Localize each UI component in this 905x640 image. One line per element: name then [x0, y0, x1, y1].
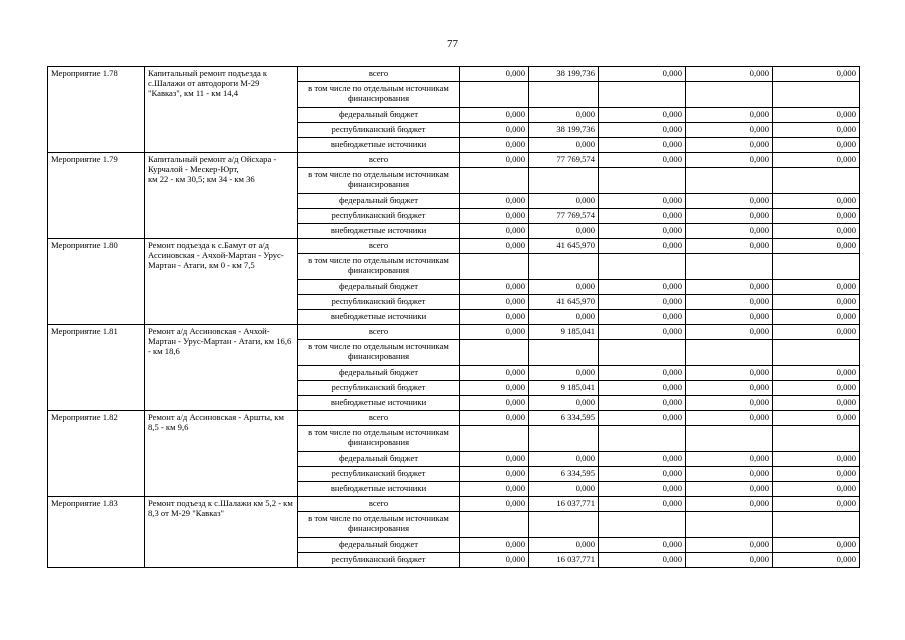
amount-cell: 0,000	[460, 553, 529, 568]
amount-cell: 0,000	[599, 325, 686, 340]
event-name-cell: Ремонт подъезд к с.Шалажи км 5,2 - км 8,3 от М-29 "Кавказ"	[145, 497, 298, 568]
event-name-cell: Капитальный ремонт а/д Ойсхара - Курчалой - Мескер-Юрт, км 22 - км 30,5; км 34 - км 36	[145, 153, 298, 239]
amount-cell: 0,000	[599, 381, 686, 396]
funding-source-cell: республиканский бюджет	[298, 467, 460, 482]
funding-source-cell: федеральный бюджет	[298, 108, 460, 123]
amount-cell: 0,000	[529, 194, 599, 209]
event-name-cell: Ремонт а/д Ассиновская - Ачхой-Мартан - Урус-Мартан - Атаги, км 16,6 - км 18,6	[145, 325, 298, 411]
amount-cell: 0,000	[460, 153, 529, 168]
amount-cell: 0,000	[529, 538, 599, 553]
amount-cell: 0,000	[460, 310, 529, 325]
funding-source-cell: в том числе по отдельным источникам финансирования	[298, 254, 460, 280]
amount-cell: 41 645,970	[529, 295, 599, 310]
amount-cell: 0,000	[773, 396, 860, 411]
amount-cell: 0,000	[599, 67, 686, 82]
amount-cell: 0,000	[460, 280, 529, 295]
amount-cell	[773, 254, 860, 280]
amount-cell	[460, 340, 529, 366]
amount-cell	[599, 426, 686, 452]
event-name-cell: Ремонт подъезда к с.Бамут от а/д Ассиновская - Ачхой-Мартан - Урус-Мартан - Атаги, км 0 - км 7,5	[145, 239, 298, 325]
amount-cell: 0,000	[460, 482, 529, 497]
amount-cell	[529, 340, 599, 366]
funding-source-cell: федеральный бюджет	[298, 280, 460, 295]
amount-cell	[773, 82, 860, 108]
amount-cell: 0,000	[599, 295, 686, 310]
amount-cell	[599, 82, 686, 108]
amount-cell: 77 769,574	[529, 153, 599, 168]
amount-cell: 0,000	[599, 239, 686, 254]
table-row	[48, 497, 860, 512]
amount-cell: 6 334,595	[529, 411, 599, 426]
amount-cell: 0,000	[529, 396, 599, 411]
amount-cell: 41 645,970	[529, 239, 599, 254]
amount-cell: 0,000	[599, 482, 686, 497]
budget-table	[47, 66, 860, 568]
amount-cell: 0,000	[599, 280, 686, 295]
event-name-cell: Капитальный ремонт подъезда к с.Шалажи от автодороги М-29 "Кавказ", км 11 - км 14,4	[145, 67, 298, 153]
amount-cell: 0,000	[773, 553, 860, 568]
amount-cell: 0,000	[529, 108, 599, 123]
amount-cell: 0,000	[686, 280, 773, 295]
amount-cell	[460, 426, 529, 452]
table-row	[48, 153, 860, 168]
amount-cell: 0,000	[460, 138, 529, 153]
funding-source-cell: федеральный бюджет	[298, 194, 460, 209]
amount-cell: 0,000	[460, 366, 529, 381]
amount-cell: 0,000	[460, 295, 529, 310]
amount-cell: 16 037,771	[529, 497, 599, 512]
amount-cell: 0,000	[599, 224, 686, 239]
amount-cell: 0,000	[686, 153, 773, 168]
amount-cell	[686, 426, 773, 452]
event-code-cell: Мероприятие 1.81	[48, 325, 145, 411]
amount-cell: 0,000	[460, 467, 529, 482]
event-code-cell: Мероприятие 1.82	[48, 411, 145, 497]
amount-cell: 0,000	[686, 366, 773, 381]
amount-cell	[529, 254, 599, 280]
amount-cell: 0,000	[460, 108, 529, 123]
amount-cell: 0,000	[529, 452, 599, 467]
amount-cell: 0,000	[686, 123, 773, 138]
amount-cell: 0,000	[599, 411, 686, 426]
amount-cell	[773, 512, 860, 538]
amount-cell: 0,000	[599, 553, 686, 568]
amount-cell	[529, 82, 599, 108]
amount-cell: 0,000	[686, 396, 773, 411]
funding-source-cell: всего	[298, 239, 460, 254]
amount-cell: 0,000	[686, 138, 773, 153]
amount-cell: 0,000	[529, 482, 599, 497]
amount-cell	[686, 340, 773, 366]
budget-table-body	[48, 67, 860, 568]
funding-source-cell: всего	[298, 153, 460, 168]
amount-cell: 38 199,736	[529, 67, 599, 82]
amount-cell: 0,000	[686, 108, 773, 123]
amount-cell: 0,000	[529, 138, 599, 153]
amount-cell: 0,000	[686, 497, 773, 512]
funding-source-cell: внебюджетные источники	[298, 396, 460, 411]
amount-cell: 0,000	[686, 325, 773, 340]
amount-cell	[773, 426, 860, 452]
amount-cell	[460, 254, 529, 280]
amount-cell: 0,000	[460, 497, 529, 512]
amount-cell: 0,000	[773, 452, 860, 467]
funding-source-cell: в том числе по отдельным источникам финансирования	[298, 168, 460, 194]
event-name-cell: Ремонт а/д Ассиновская - Аршты, км 8,5 - км 9,6	[145, 411, 298, 497]
funding-source-cell: в том числе по отдельным источникам финансирования	[298, 82, 460, 108]
amount-cell: 0,000	[460, 411, 529, 426]
amount-cell	[599, 254, 686, 280]
amount-cell: 0,000	[686, 239, 773, 254]
table-row	[48, 239, 860, 254]
amount-cell: 0,000	[686, 224, 773, 239]
amount-cell: 9 185,041	[529, 381, 599, 396]
funding-source-cell: федеральный бюджет	[298, 538, 460, 553]
amount-cell: 0,000	[773, 381, 860, 396]
amount-cell: 0,000	[460, 194, 529, 209]
amount-cell	[529, 426, 599, 452]
amount-cell: 0,000	[773, 239, 860, 254]
funding-source-cell: всего	[298, 497, 460, 512]
funding-source-cell: республиканский бюджет	[298, 381, 460, 396]
amount-cell: 9 185,041	[529, 325, 599, 340]
event-code-cell: Мероприятие 1.83	[48, 497, 145, 568]
event-code-cell: Мероприятие 1.79	[48, 153, 145, 239]
amount-cell: 0,000	[460, 538, 529, 553]
amount-cell: 0,000	[686, 467, 773, 482]
funding-source-cell: в том числе по отдельным источникам финансирования	[298, 340, 460, 366]
table-row	[48, 67, 860, 82]
amount-cell	[460, 512, 529, 538]
amount-cell: 0,000	[460, 209, 529, 224]
amount-cell: 0,000	[773, 123, 860, 138]
amount-cell: 0,000	[460, 452, 529, 467]
amount-cell: 0,000	[599, 452, 686, 467]
amount-cell: 0,000	[686, 209, 773, 224]
amount-cell	[599, 168, 686, 194]
amount-cell: 0,000	[773, 366, 860, 381]
funding-source-cell: всего	[298, 67, 460, 82]
amount-cell: 0,000	[460, 123, 529, 138]
funding-source-cell: федеральный бюджет	[298, 452, 460, 467]
amount-cell: 0,000	[599, 366, 686, 381]
funding-source-cell: республиканский бюджет	[298, 295, 460, 310]
amount-cell: 6 334,595	[529, 467, 599, 482]
funding-source-cell: внебюджетные источники	[298, 310, 460, 325]
amount-cell: 0,000	[460, 396, 529, 411]
amount-cell: 0,000	[773, 482, 860, 497]
amount-cell: 0,000	[529, 280, 599, 295]
amount-cell: 0,000	[686, 295, 773, 310]
amount-cell: 0,000	[773, 67, 860, 82]
funding-source-cell: в том числе по отдельным источникам финансирования	[298, 512, 460, 538]
amount-cell: 38 199,736	[529, 123, 599, 138]
amount-cell	[686, 254, 773, 280]
amount-cell: 0,000	[686, 553, 773, 568]
funding-source-cell: всего	[298, 325, 460, 340]
amount-cell: 0,000	[529, 366, 599, 381]
funding-source-cell: всего	[298, 411, 460, 426]
event-code-cell: Мероприятие 1.80	[48, 239, 145, 325]
page-number: 77	[447, 38, 458, 50]
funding-source-cell: республиканский бюджет	[298, 209, 460, 224]
amount-cell: 0,000	[529, 224, 599, 239]
amount-cell: 0,000	[460, 381, 529, 396]
amount-cell: 0,000	[599, 108, 686, 123]
table-row	[48, 411, 860, 426]
amount-cell: 0,000	[599, 153, 686, 168]
amount-cell: 0,000	[686, 381, 773, 396]
amount-cell: 0,000	[686, 452, 773, 467]
amount-cell: 0,000	[599, 538, 686, 553]
amount-cell: 0,000	[773, 538, 860, 553]
funding-source-cell: в том числе по отдельным источникам финансирования	[298, 426, 460, 452]
amount-cell: 0,000	[773, 295, 860, 310]
amount-cell: 0,000	[460, 239, 529, 254]
amount-cell: 0,000	[773, 497, 860, 512]
amount-cell: 0,000	[599, 123, 686, 138]
amount-cell	[460, 168, 529, 194]
amount-cell	[686, 512, 773, 538]
amount-cell: 0,000	[599, 467, 686, 482]
amount-cell: 0,000	[599, 194, 686, 209]
amount-cell	[599, 340, 686, 366]
table-row	[48, 325, 860, 340]
funding-source-cell: республиканский бюджет	[298, 553, 460, 568]
amount-cell	[529, 512, 599, 538]
amount-cell: 0,000	[686, 194, 773, 209]
event-code-cell: Мероприятие 1.78	[48, 67, 145, 153]
amount-cell: 77 769,574	[529, 209, 599, 224]
amount-cell	[686, 82, 773, 108]
amount-cell	[599, 512, 686, 538]
amount-cell: 0,000	[773, 194, 860, 209]
amount-cell: 0,000	[773, 467, 860, 482]
amount-cell	[529, 168, 599, 194]
amount-cell: 0,000	[529, 310, 599, 325]
funding-source-cell: внебюджетные источники	[298, 482, 460, 497]
amount-cell: 0,000	[686, 310, 773, 325]
amount-cell: 0,000	[460, 67, 529, 82]
amount-cell: 0,000	[773, 209, 860, 224]
amount-cell: 0,000	[460, 325, 529, 340]
amount-cell: 0,000	[773, 325, 860, 340]
amount-cell: 0,000	[599, 396, 686, 411]
funding-source-cell: внебюджетные источники	[298, 138, 460, 153]
amount-cell: 0,000	[773, 153, 860, 168]
amount-cell: 0,000	[773, 224, 860, 239]
amount-cell: 0,000	[460, 224, 529, 239]
amount-cell: 16 037,771	[529, 553, 599, 568]
funding-source-cell: федеральный бюджет	[298, 366, 460, 381]
funding-source-cell: внебюджетные источники	[298, 224, 460, 239]
amount-cell: 0,000	[773, 108, 860, 123]
amount-cell: 0,000	[686, 411, 773, 426]
amount-cell	[773, 340, 860, 366]
amount-cell: 0,000	[773, 138, 860, 153]
amount-cell: 0,000	[686, 482, 773, 497]
amount-cell: 0,000	[599, 310, 686, 325]
amount-cell: 0,000	[599, 497, 686, 512]
amount-cell: 0,000	[686, 538, 773, 553]
amount-cell: 0,000	[599, 209, 686, 224]
amount-cell: 0,000	[773, 411, 860, 426]
amount-cell: 0,000	[599, 138, 686, 153]
funding-source-cell: республиканский бюджет	[298, 123, 460, 138]
amount-cell	[686, 168, 773, 194]
amount-cell: 0,000	[686, 67, 773, 82]
amount-cell: 0,000	[773, 310, 860, 325]
amount-cell	[773, 168, 860, 194]
amount-cell: 0,000	[773, 280, 860, 295]
amount-cell	[460, 82, 529, 108]
